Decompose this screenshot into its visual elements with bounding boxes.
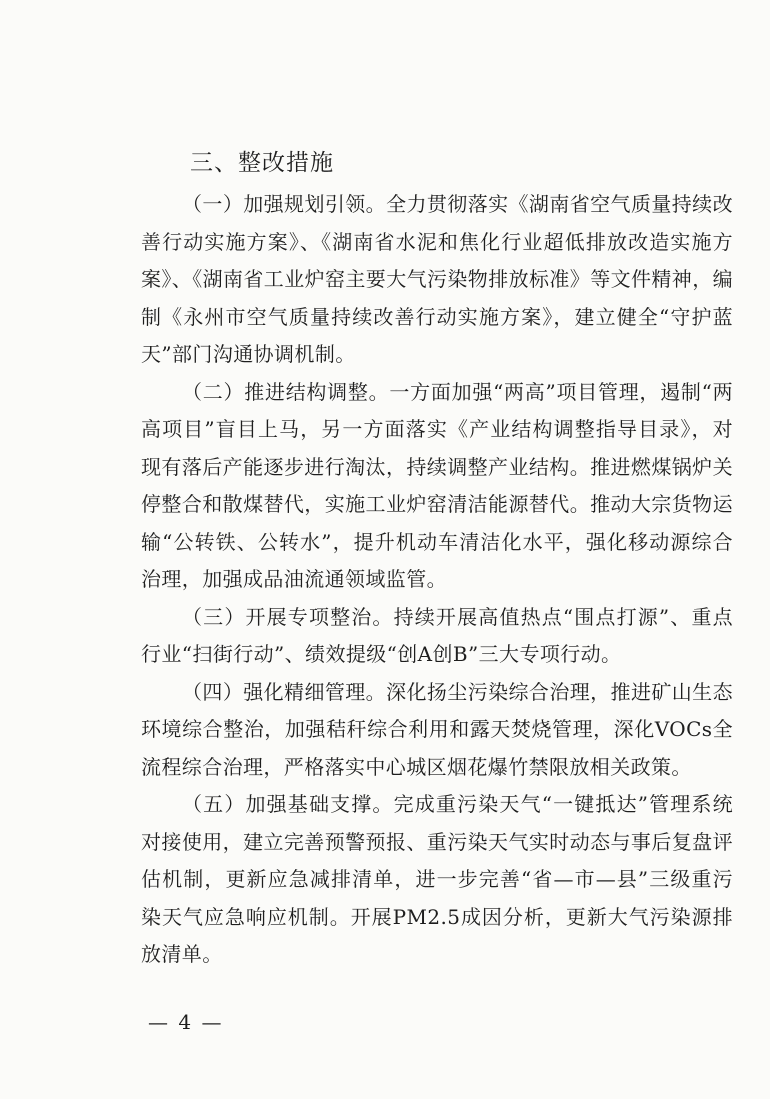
- paragraph-2: [141, 374, 733, 599]
- paragraph-1-text: 全力贯彻落实《湖南省空气质量持续改善行动实施方案》、《湖南省水泥和焦化行业超低排放改造实施方案》、《湖南省工业炉窑主要大气污染物排放标准》等文件精神，编制《永州市空气质量持续改善行动实施方案》，建立健全“守护蓝天”部门沟通协调机制。: [141, 192, 733, 366]
- page-number: — 4 —: [148, 1010, 224, 1034]
- paragraph-1-lead: （一）加强规划引领。: [182, 192, 387, 216]
- paragraph-4-text: 深化扬尘污染综合治理，推进矿山生态环境综合整治，加强秸秆综合利用和露天焚烧管理，深化VOCs全流程综合治理，严格落实中心城区烟花爆竹禁限放相关政策。: [141, 679, 733, 779]
- paragraph-5-lead: （五）加强基础支撑。: [182, 792, 394, 816]
- paragraph-3-lead: （三）开展专项整治。: [182, 604, 394, 629]
- paragraph-5-text: 完成重污染天气“一键抵达”管理系统对接使用，建立完善预警预报、重污染天气实时动态与事后复盘评估机制，更新应急减排清单，进一步完善“省—市—县”三级重污染天气应急响应机制。开展PM2.5成因分析，更新大气污染源排放清单。: [141, 792, 734, 966]
- paragraph-1: [141, 186, 733, 374]
- body-text: [141, 186, 733, 974]
- paragraph-2-lead: （二）推进结构调整。: [182, 379, 390, 404]
- paragraph-4: [141, 674, 733, 787]
- paragraph-3-text: 持续开展高值热点“围点打源”、重点行业“扫街行动”、绩效提级“创A创B”三大专项行动。: [141, 604, 734, 666]
- paragraph-2-text: 一方面加强“两高”项目管理，遏制“两高项目”盲目上马，另一方面落实《产业结构调整指导目录》，对现有落后产能逐步进行淘汰，持续调整产业结构。推进燃煤锅炉关停整合和散煤替代，实施工业炉窑清洁能源替代。推动大宗货物运输“公转铁、公转水”，提升机动车清洁化水平，强化移动源综合治理，加强成品油流通领域监管。: [141, 379, 734, 591]
- paragraph-5: [141, 786, 733, 974]
- paragraph-3: [141, 599, 733, 674]
- paragraph-4-lead: （四）强化精细管理。: [182, 679, 387, 704]
- section-heading: 三、整改措施: [190, 150, 334, 176]
